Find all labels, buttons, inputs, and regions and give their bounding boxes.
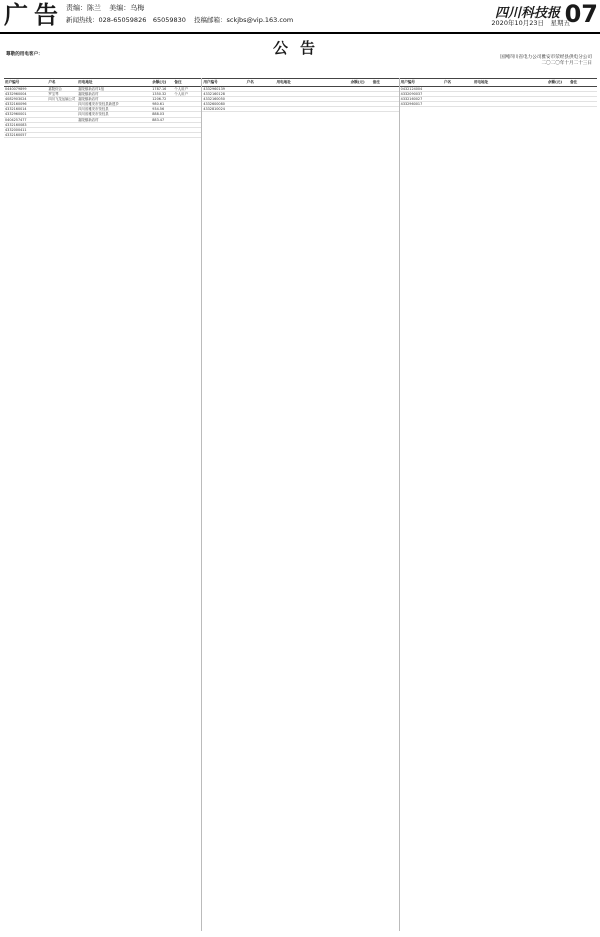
table-cell	[275, 92, 349, 96]
table-cell	[246, 87, 276, 91]
table-cell	[350, 87, 372, 91]
table-cell	[372, 107, 400, 111]
table-cell	[473, 87, 547, 91]
table-cell	[350, 97, 372, 101]
table-cell	[77, 128, 151, 132]
header-cell: 备注	[570, 80, 578, 84]
table-cell	[275, 97, 349, 101]
table-cell	[443, 102, 473, 106]
table-cell: 1787.16	[152, 87, 167, 91]
header-cell: 余额(元)	[350, 80, 365, 84]
table-cell	[47, 112, 77, 116]
news-hotline: 新闻热线：028-65059826 65059830	[66, 16, 186, 24]
table-cell	[246, 92, 276, 96]
table-column	[399, 78, 597, 931]
header-cell: 余额(元)	[547, 80, 562, 84]
table-cell: 883.47	[152, 117, 165, 122]
table-cell	[569, 92, 597, 96]
table-cell: 4332160096	[5, 102, 27, 107]
table-cell: 4332000411	[5, 127, 27, 132]
table-cell	[372, 92, 400, 96]
editor-credits	[66, 3, 150, 13]
table-cell	[173, 123, 201, 127]
header-cell: 户名	[48, 80, 56, 84]
table-cell: 4332090037	[400, 92, 423, 97]
table-cell: 4332960001	[5, 112, 27, 117]
table-cell	[173, 112, 201, 116]
submission-email: 投稿邮箱：sckjbs@vip.163.com	[194, 16, 294, 24]
table-cell	[350, 102, 372, 106]
table-cell	[569, 87, 597, 91]
salutation: 尊敬的用电客户：	[6, 52, 43, 57]
table-cell	[47, 128, 77, 132]
table-cell	[173, 102, 201, 106]
table-cell: 四川省雅安市荥经县	[78, 107, 109, 112]
table-cell	[372, 87, 400, 91]
table-column	[201, 78, 399, 931]
table-cell	[173, 107, 201, 111]
table-cell	[443, 97, 473, 101]
table-cell	[350, 92, 372, 96]
table-cell: 嘉陵镇新店村	[78, 97, 99, 102]
customer-balance-table	[4, 78, 596, 931]
table-cell	[473, 92, 547, 96]
table-cell: 4332160083	[5, 122, 27, 127]
table-cell: 个人用户	[174, 92, 188, 97]
table-cell	[443, 92, 473, 96]
table-cell: 4332960004	[5, 92, 27, 97]
table-cell	[173, 118, 201, 122]
table-cell: 罗宝琴	[48, 92, 59, 97]
table-cell: 888.03	[152, 112, 165, 117]
table-cell	[173, 128, 201, 132]
notice-issuer	[462, 55, 592, 67]
table-cell: 4332160128	[203, 92, 225, 97]
table-cell	[173, 97, 201, 101]
table-header	[4, 78, 201, 87]
table-cell: 0440079899	[5, 87, 27, 91]
table-row	[202, 107, 399, 112]
table-cell	[372, 97, 400, 101]
table-cell: 嘉陵镇新店村	[78, 117, 99, 122]
table-cell	[473, 102, 547, 106]
table-cell	[246, 102, 276, 106]
notice-intro	[6, 52, 406, 58]
table-cell: 四川省雅安市荥经县新建乡	[78, 102, 119, 107]
table-header	[400, 78, 597, 87]
table-cell: 4332960139	[203, 87, 225, 91]
table-column	[4, 78, 201, 931]
table-cell	[350, 107, 372, 111]
table-cell: 1350.32	[152, 92, 167, 97]
table-cell	[151, 128, 173, 132]
paper-name: 四川科技报	[494, 6, 560, 21]
table-cell	[47, 102, 77, 106]
table-cell: 980.61	[152, 102, 165, 107]
table-cell	[246, 107, 276, 111]
header-cell: 余额(元)	[152, 80, 167, 84]
table-cell	[569, 97, 597, 101]
header-cell: 用电地址	[78, 80, 93, 84]
issuer-name: 国网四川省电力公司雅安市荥经县供电分公司	[500, 55, 592, 60]
header-cell: 用电地址	[473, 80, 489, 84]
table-cell: 0432124004	[400, 87, 423, 91]
table-cell: 4332810024	[203, 107, 225, 112]
header-cell: 户名	[246, 80, 254, 84]
table-cell: 4332160014	[5, 107, 27, 112]
table-cell: 0404257477	[5, 117, 27, 122]
contact-line	[66, 15, 299, 24]
table-cell: 4082903024	[5, 97, 27, 102]
header-cell: 备注	[372, 80, 380, 84]
table-cell	[173, 133, 201, 137]
table-header	[202, 78, 399, 87]
header-cell: 用户编号	[203, 80, 218, 84]
table-cell: 四川飞龙运输公司	[48, 97, 76, 102]
table-cell: 1206.72	[152, 97, 167, 102]
table-cell	[47, 107, 77, 111]
table-cell	[77, 123, 151, 127]
table-cell: 4332960017	[400, 102, 423, 107]
table-cell	[547, 102, 569, 106]
header-cell: 用户编号	[5, 80, 20, 84]
table-cell	[77, 133, 151, 137]
notice-title: 公告	[272, 39, 327, 57]
table-cell: 4332160057	[5, 132, 27, 137]
header-cell: 户名	[443, 80, 452, 84]
table-cell	[246, 97, 276, 101]
table-cell	[547, 87, 569, 91]
table-cell: 四川省雅安市荥经县	[78, 112, 109, 117]
table-cell	[47, 123, 77, 127]
table-cell	[275, 87, 349, 91]
duty-editor: 责编：陈兰	[66, 4, 101, 12]
table-cell: 4332160050	[203, 97, 225, 102]
page-number: 07	[564, 0, 598, 28]
table-cell	[547, 97, 569, 101]
table-row	[4, 133, 201, 138]
table-cell	[443, 87, 473, 91]
table-cell: 嘉陵镇新店村1组	[78, 87, 105, 91]
table-cell: 934.56	[152, 107, 165, 112]
issuer-date: 二〇二〇年十月二十三日	[541, 61, 592, 66]
table-cell: 4332600080	[203, 102, 225, 107]
masthead	[0, 0, 600, 34]
table-cell: 嘉陵综合	[48, 87, 62, 91]
table-row	[400, 102, 597, 107]
table-cell	[275, 102, 349, 106]
table-cell	[47, 118, 77, 122]
table-cell	[151, 133, 173, 137]
table-cell: 4332160027	[400, 97, 423, 102]
table-cell	[372, 102, 400, 106]
table-cell	[473, 97, 547, 101]
table-cell	[569, 102, 597, 106]
section-title: 广告	[4, 0, 64, 29]
table-cell	[547, 92, 569, 96]
table-cell	[151, 123, 173, 127]
header-cell: 备注	[174, 80, 182, 84]
table-cell	[275, 107, 349, 111]
publication-date: 2020年10月23日 星期五	[491, 19, 570, 27]
table-cell	[47, 133, 77, 137]
table-cell: 嘉陵镇新店村	[78, 92, 99, 97]
art-editor: 美编：乌梅	[109, 4, 145, 12]
header-cell: 用户编号	[400, 80, 416, 84]
header-cell: 用电地址	[276, 80, 291, 84]
table-cell: 个人用户	[174, 87, 188, 91]
